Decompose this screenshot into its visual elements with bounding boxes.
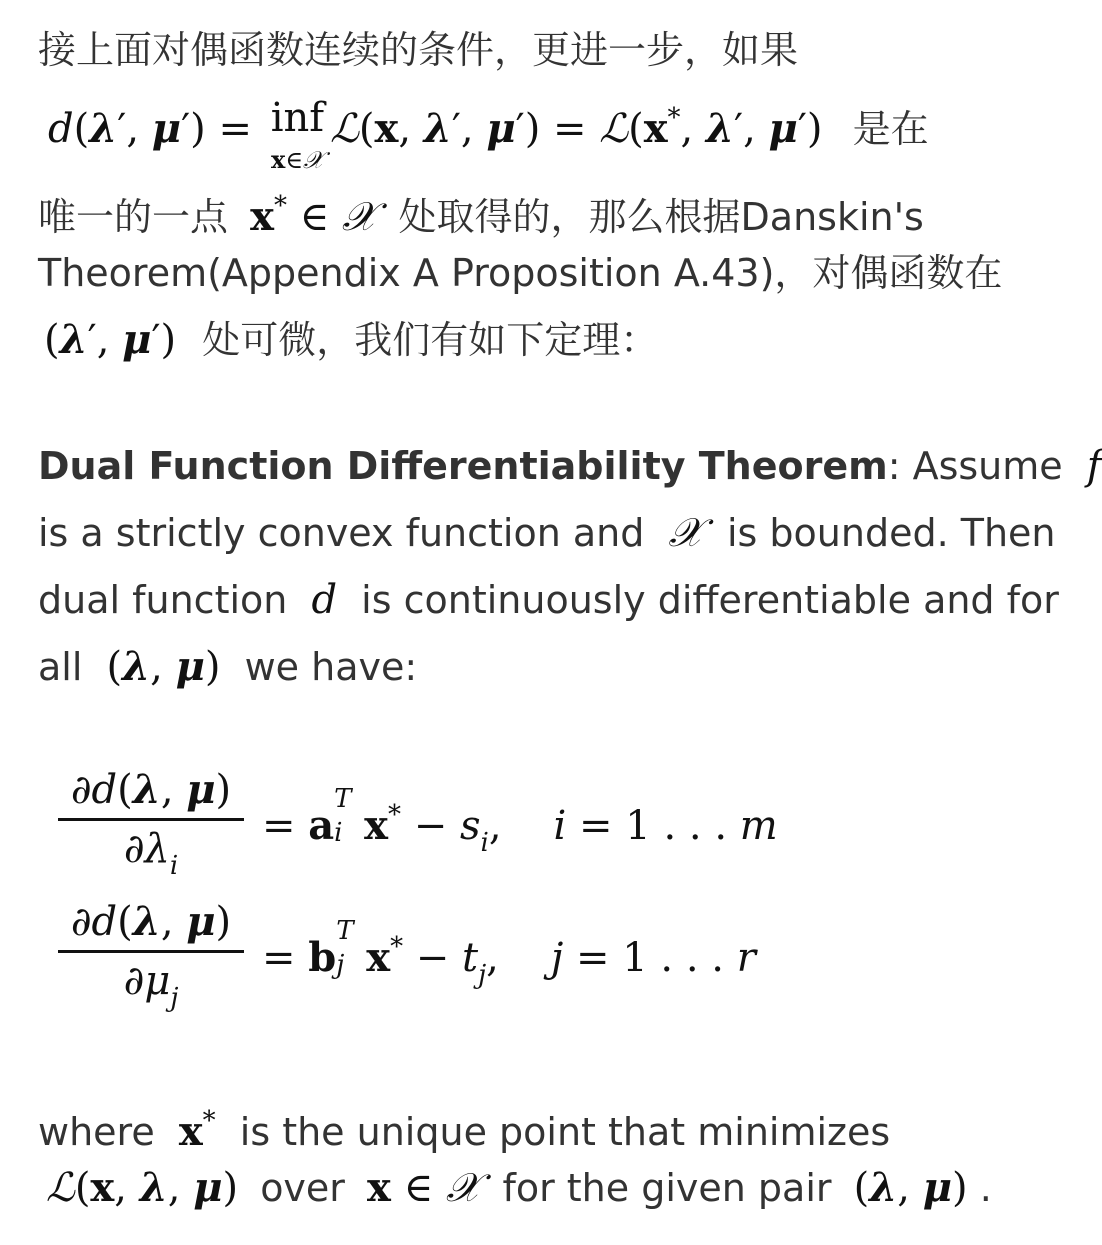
where-line2: ℒ(x, λ, μ) over x ∈ 𝒳 for the given pair (λ, μ) . <box>46 1164 992 1211</box>
where-line1: where x* is the unique point that minimizes <box>38 1106 891 1155</box>
theorem-line2: is a strictly convex function and 𝒳 is bounded. Then <box>38 510 1056 556</box>
x-in-X: x ∈ 𝒳 <box>367 1164 481 1211</box>
para1-line5: (λ′, μ′) 处可微，我们有如下定理： <box>44 316 659 363</box>
dual-definition-line: d(λ′, μ′) = inf x∈𝒳 ℒ(x, λ′, μ′) = ℒ(x*, λ′, μ′) 是在 <box>48 95 929 174</box>
para1-line3: 唯一的一点 x* ∈ 𝒳 处取得的，那么根据Danskin's <box>38 191 924 240</box>
x-star-symbol: x* <box>178 1106 216 1155</box>
equation1-fraction: ∂d(λ, μ) $\partial\lambda_i$ <box>58 764 244 875</box>
lambda-mu-prime-pair: (λ′, μ′) <box>44 316 177 363</box>
d-symbol: d <box>311 577 338 623</box>
lagrangian-symbol: ℒ(x, λ, μ) <box>46 1164 239 1211</box>
X-symbol: 𝒳 <box>668 510 703 556</box>
theorem-line4: all (λ, μ) we have: <box>38 643 418 690</box>
lambda-mu-pair-end: (λ, μ) <box>853 1164 968 1211</box>
equation2-rhs: = b T j $x^* - t_j$, j = 1 . . . r <box>262 916 756 990</box>
x-star-in-X: x* ∈ 𝒳 <box>250 191 377 240</box>
para1-line1: 接上面对偶函数连续的条件，更进一步，如果 <box>38 28 799 72</box>
theorem-line3: dual function d is continuously differentiable and for <box>38 577 1059 623</box>
theorem-name: Dual Function Differentiability Theorem <box>38 444 888 488</box>
lambda-mu-pair: (λ, μ) <box>106 643 221 690</box>
theorem-line1: Dual Function Differentiability Theorem: Assume f <box>38 443 1102 489</box>
para1-line4: Theorem(Appendix A Proposition A.43)，对偶函数在 <box>38 251 1003 295</box>
dual-definition-formula: d(λ′, μ′) = inf x∈𝒳 ℒ(x, λ′, μ′) = ℒ(x*, λ′, μ′) <box>48 95 823 174</box>
f-symbol: f <box>1086 443 1102 489</box>
equation2-fraction: ∂d(λ, μ) $\partial\mu_j$ <box>58 896 244 1007</box>
equation1-rhs: = a T i $x^* - s_i$, i = 1 . . . m <box>262 784 778 858</box>
